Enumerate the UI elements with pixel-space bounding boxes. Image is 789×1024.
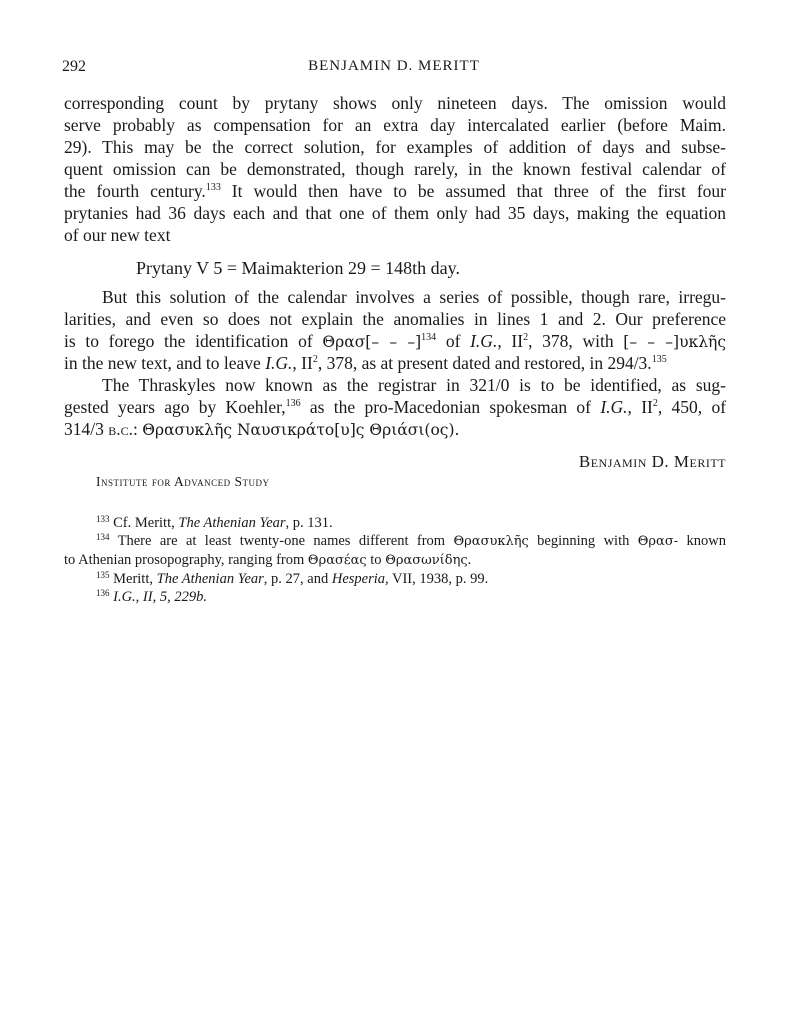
- text-line: quent omission can be demonstrated, though rarely, in the known festival calendar of: [64, 159, 726, 179]
- superscript: 2: [652, 398, 658, 409]
- text-line: serve probably as compensation for an extra day intercalated earlier (before Maim.: [64, 115, 726, 135]
- footnote-number: 135: [96, 570, 110, 580]
- citation: I.G.: [470, 331, 498, 351]
- citation: I.G.: [600, 397, 628, 417]
- footnote-136: [64, 588, 726, 606]
- text-line: larities, and even so does not explain the anomalies in lines 1 and 2. Our preference: [64, 309, 726, 329]
- text-span: , II: [292, 353, 313, 373]
- text-span: , VII, 1938, p. 99.: [385, 571, 489, 587]
- footnote-133: [64, 514, 726, 532]
- text-span: , 450, of: [657, 397, 727, 417]
- text-line: [64, 180, 726, 202]
- text-line: [64, 330, 726, 352]
- header-title: BENJAMIN D. MERITT: [308, 58, 480, 74]
- page-number: 292: [62, 58, 86, 75]
- footnote-135: [64, 570, 726, 588]
- text-span: as the pro-Macedonian spokesman of: [300, 397, 601, 417]
- text-line: [64, 418, 726, 440]
- text-span: to Athenian prosopography, ranging from: [64, 552, 308, 568]
- text-span: the fourth century.: [64, 181, 206, 201]
- footnote-134-cont: [64, 551, 726, 570]
- book-title: The Athenian Year: [178, 515, 286, 531]
- text-span: There are at least twenty-one names different from: [109, 533, 454, 549]
- text-span: , p. 131.: [285, 515, 333, 531]
- text-line: But this solution of the calendar involves a series of possible, though rare, irregu-: [102, 287, 726, 307]
- text-span: , II: [627, 397, 653, 417]
- text-span: , p. 27, and: [263, 571, 332, 587]
- equation: Prytany V 5 = Maimakterion 29 = 148th day.: [136, 258, 460, 278]
- text-span: beginning with: [528, 533, 638, 549]
- text-span: gested years ago by Koehler,: [64, 397, 286, 417]
- text-line: corresponding count by prytany shows only nineteen days. The omission would: [64, 93, 726, 113]
- text-span: Meritt,: [109, 571, 157, 587]
- footnote-ref[interactable]: 133: [205, 182, 221, 193]
- greek-text: Θρασυκλῆς: [453, 534, 529, 549]
- footnote-number: 134: [96, 532, 110, 542]
- footnote-ref[interactable]: 134: [421, 332, 437, 343]
- footnote-ref[interactable]: 135: [651, 354, 667, 365]
- text-span: , 378, as at present dated and restored, in 294/3.: [317, 353, 652, 373]
- text-span: , II: [497, 331, 524, 351]
- text-span: known: [678, 533, 726, 549]
- text-span: Cf. Meritt,: [109, 515, 179, 531]
- book-title: The Athenian Year: [156, 571, 264, 587]
- text-span: :: [133, 419, 143, 439]
- text-span: in the new text, and to leave: [64, 353, 266, 373]
- running-head: [62, 58, 726, 80]
- institute-affiliation: Institute for Advanced Study: [96, 474, 270, 489]
- greek-text: Θρασ-: [637, 534, 679, 549]
- footnote-number: 136: [96, 588, 110, 598]
- text-line: prytanies had 36 days each and that one of them only had 35 days, making the equation: [64, 203, 726, 223]
- text-span: , 378, with: [528, 331, 624, 351]
- greek-text: Θρασυκλῆς Ναυσικράτο[υ]ς Θριάσι(ος).: [142, 421, 460, 439]
- era-abbrev: b.c.: [108, 419, 134, 439]
- greek-text: Θρασωνίδης: [385, 553, 468, 568]
- text-line: of our new text: [64, 225, 171, 245]
- citation: I.G.: [265, 353, 293, 373]
- footnotes: [64, 514, 726, 606]
- text-span: 314/3: [64, 419, 109, 439]
- superscript: 2: [312, 354, 318, 365]
- text-line: [64, 352, 726, 374]
- author-signature: Benjamin D. Meritt: [578, 452, 726, 471]
- superscript: 2: [523, 332, 529, 343]
- text-span: .: [467, 552, 472, 568]
- text-span: is to forego the identification of: [64, 331, 323, 351]
- journal-title: Hesperia: [331, 571, 386, 587]
- text-span: of: [436, 331, 471, 351]
- body-text: [64, 92, 726, 440]
- footnote-ref[interactable]: 136: [285, 398, 301, 409]
- footnote-134: [64, 532, 726, 551]
- text-line: The Thraskyles now known as the registrar in 321/0 is to be identified, as sug-: [102, 375, 726, 395]
- text-span: It would then have to be assumed that three of the first four: [220, 181, 726, 201]
- citation: I.G., II, 5, 229b.: [109, 589, 207, 605]
- text-span: to: [366, 552, 386, 568]
- text-line: [64, 396, 726, 418]
- greek-text: Θρασέας: [307, 553, 367, 568]
- text-line: 29). This may be the correct solution, for examples of addition of days and subse-: [64, 137, 726, 157]
- greek-text: [– – –]υκλῆς: [623, 333, 727, 351]
- footnote-number: 133: [96, 514, 110, 524]
- greek-text: Θρασ[– – –]: [322, 333, 422, 351]
